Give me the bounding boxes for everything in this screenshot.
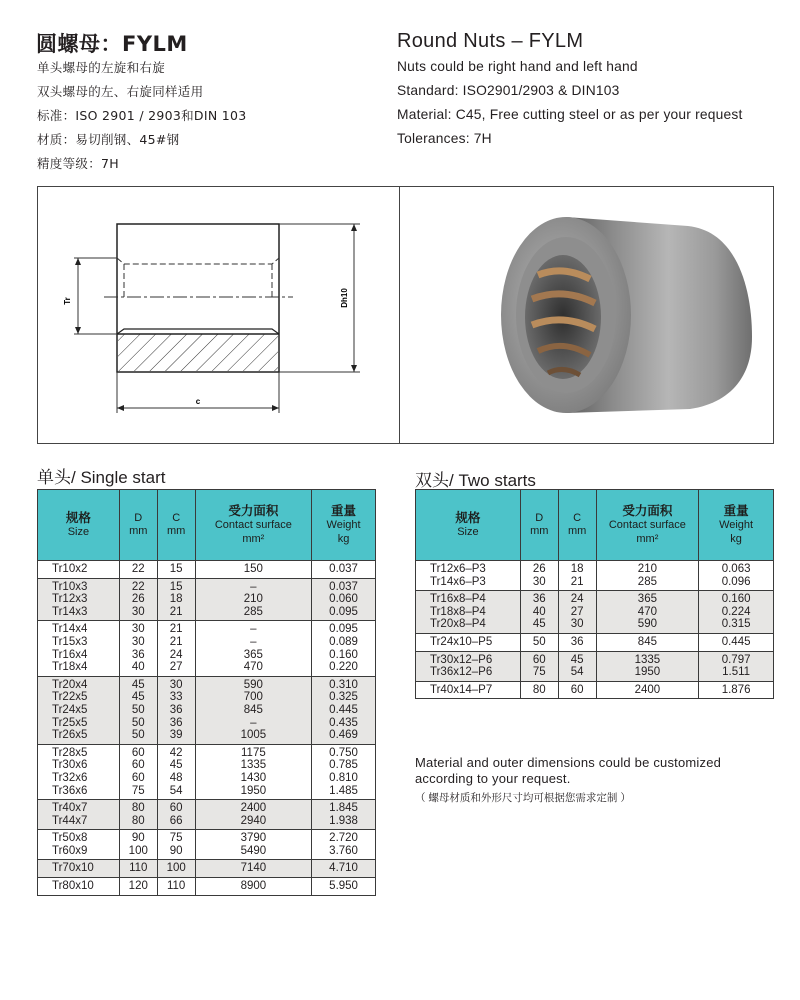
d-cell: 50 [520,633,558,651]
weight-cell: 0.445 [699,633,774,651]
c-cell: 18 21 [558,561,596,591]
area-cell: 1335 1950 [596,651,699,681]
d-cell: 80 80 [119,800,157,830]
area-cell: 365 470 590 [596,591,699,634]
d-label: D [535,511,544,524]
size-cell: Tr16x8–P4 Tr18x8–P4 Tr20x8–P4 [416,591,521,634]
weight-cell: 0.095 0.089 0.160 0.220 [312,621,376,676]
table-row [38,561,376,579]
col-area [195,490,312,561]
area-en: Contact surface [214,519,292,532]
c-cell: 75 90 [157,830,195,860]
area-cell: 150 [195,561,312,579]
size-cell: Tr10x3 Tr12x3 Tr14x3 [38,578,120,621]
col-c [558,490,596,561]
size-cell: Tr20x4 Tr22x5 Tr24x5 Tr25x5 Tr26x5 [38,676,120,744]
col-size [416,490,521,561]
en-line: Tolerances: 7H [397,131,492,146]
size-cn: 规格 [65,510,91,525]
weight-cell: 2.720 3.760 [312,830,376,860]
area-cell: 590 700 845 – 1005 [195,676,312,744]
c-cell: 30 33 36 36 39 [157,676,195,744]
area-cell: – 210 285 [195,578,312,621]
weight-cell: 0.037 0.060 0.095 [312,578,376,621]
size-cn: 规格 [455,510,481,525]
size-cell: Tr14x4 Tr15x3 Tr16x4 Tr18x4 [38,621,120,676]
c-cell: 60 66 [157,800,195,830]
figure-box [37,186,774,444]
d-unit: mm [530,525,549,537]
size-cell: Tr40x7 Tr44x7 [38,800,120,830]
c-unit: mm [167,525,186,537]
col-d [520,490,558,561]
area-cell: 7140 [195,860,312,878]
c-cell: 15 18 21 [157,578,195,621]
c-cell: 60 [558,681,596,699]
size-en: Size [67,525,90,538]
table-row [38,878,376,896]
table-row [38,578,376,621]
single-start-table [37,489,376,896]
c-label: C [172,511,181,524]
d-cell: 22 [119,561,157,579]
table-row [38,860,376,878]
zh-line: 双头螺母的左、右旋同样适用 [37,84,204,99]
en-line: Nuts could be right hand and left hand [397,59,638,74]
size-en: Size [457,525,479,538]
weight-cell: 0.310 0.325 0.445 0.435 0.469 [312,676,376,744]
zh-line: 精度等级：7H [37,156,119,171]
c-cell: 100 [157,860,195,878]
c-cell: 42 45 48 54 [157,744,195,799]
en-heading: Round Nuts – FYLM [397,30,584,52]
c-label: C [573,511,582,524]
area-cell: 3790 5490 [195,830,312,860]
col-weight [699,490,774,561]
table-header-row [38,490,376,561]
d-cell: 80 [520,681,558,699]
table-row [416,681,774,699]
c-cell: 15 [157,561,195,579]
customization-note-en: Material and outer dimensions could be customized according to your request. [415,755,722,786]
size-cell: Tr40x14–P7 [416,681,521,699]
weight-cell: 4.710 [312,860,376,878]
c-cell: 36 [558,633,596,651]
col-weight [312,490,376,561]
two-starts-heading: 双头/ Two starts [415,471,536,490]
d-label: D [134,511,143,524]
weight-unit: kg [730,532,742,545]
table-row [38,676,376,744]
en-line: Standard: ISO2901/2903 & DIN103 [397,83,620,98]
table-row [416,651,774,681]
col-d [119,490,157,561]
area-unit: mm² [636,532,659,545]
dh-dimension-label: Dh10 [340,288,349,308]
table-row [416,591,774,634]
zh-line: 单头螺母的左旋和右旋 [37,60,166,75]
weight-cell: 5.950 [312,878,376,896]
d-cell: 120 [119,878,157,896]
weight-en: Weight [326,519,361,532]
table-row [38,830,376,860]
table-header-row [416,490,774,561]
c-dimension-label: c [195,397,201,406]
area-en: Contact surface [608,519,686,532]
d-cell: 60 75 [520,651,558,681]
area-cell: 2400 [596,681,699,699]
weight-cell: 0.797 1.511 [699,651,774,681]
weight-cell: 0.037 [312,561,376,579]
size-cell: Tr70x10 [38,860,120,878]
c-cell: 45 54 [558,651,596,681]
table-row [38,800,376,830]
d-cell: 90 100 [119,830,157,860]
single-start-heading: 单头/ Single start [37,468,166,487]
two-starts-table [415,489,774,699]
d-unit: mm [129,525,148,537]
d-cell: 60 60 60 75 [119,744,157,799]
area-cell: 845 [596,633,699,651]
area-cn: 受力面积 [622,504,673,519]
area-cell: 1175 1335 1430 1950 [195,744,312,799]
size-cell: Tr80x10 [38,878,120,896]
weight-cell: 0.063 0.096 [699,561,774,591]
tr-dimension-label: Tr [63,297,72,305]
zh-line: 材质：易切削钢、45#钢 [37,132,180,147]
size-cell: Tr10x2 [38,561,120,579]
size-cell: Tr50x8 Tr60x9 [38,830,120,860]
d-cell: 30 30 36 40 [119,621,157,676]
area-unit: mm² [242,532,265,545]
technical-drawing [38,187,399,443]
col-area [596,490,699,561]
table-row [38,621,376,676]
c-cell: 21 21 24 27 [157,621,195,676]
c-unit: mm [567,525,587,537]
c-cell: 24 27 30 [558,591,596,634]
weight-cell: 0.750 0.785 0.810 1.485 [312,744,376,799]
col-c [157,490,195,561]
area-cn: 受力面积 [228,504,279,519]
weight-cell: 1.845 1.938 [312,800,376,830]
size-cell: Tr30x12–P6 Tr36x12–P6 [416,651,521,681]
zh-line: 标准：ISO 2901 / 2903和DIN 103 [37,108,247,123]
d-cell: 36 40 45 [520,591,558,634]
weight-en: Weight [719,519,754,532]
table-row [38,744,376,799]
c-cell: 110 [157,878,195,896]
weight-cell: 1.876 [699,681,774,699]
size-cell: Tr24x10–P5 [416,633,521,651]
table-row [416,561,774,591]
en-line: Material: C45, Free cutting steel or as per your request [397,107,743,122]
round-nut-photo [400,187,775,443]
weight-cn: 重量 [723,504,749,519]
area-cell: 210 285 [596,561,699,591]
size-cell: Tr12x6–P3 Tr14x6–P3 [416,561,521,591]
customization-note-zh: （ 螺母材质和外形尺寸均可根据您需求定制 ） [415,792,631,804]
weight-unit: kg [337,532,350,545]
d-cell: 110 [119,860,157,878]
size-cell: Tr28x5 Tr30x6 Tr32x6 Tr36x6 [38,744,120,799]
zh-heading: 圆螺母：FYLM [36,32,188,56]
col-size [38,490,120,561]
d-cell: 45 45 50 50 50 [119,676,157,744]
weight-cn: 重量 [331,504,357,519]
weight-cell: 0.160 0.224 0.315 [699,591,774,634]
d-cell: 26 30 [520,561,558,591]
d-cell: 22 26 30 [119,578,157,621]
area-cell: 2400 2940 [195,800,312,830]
area-cell: – – 365 470 [195,621,312,676]
table-row [416,633,774,651]
area-cell: 8900 [195,878,312,896]
